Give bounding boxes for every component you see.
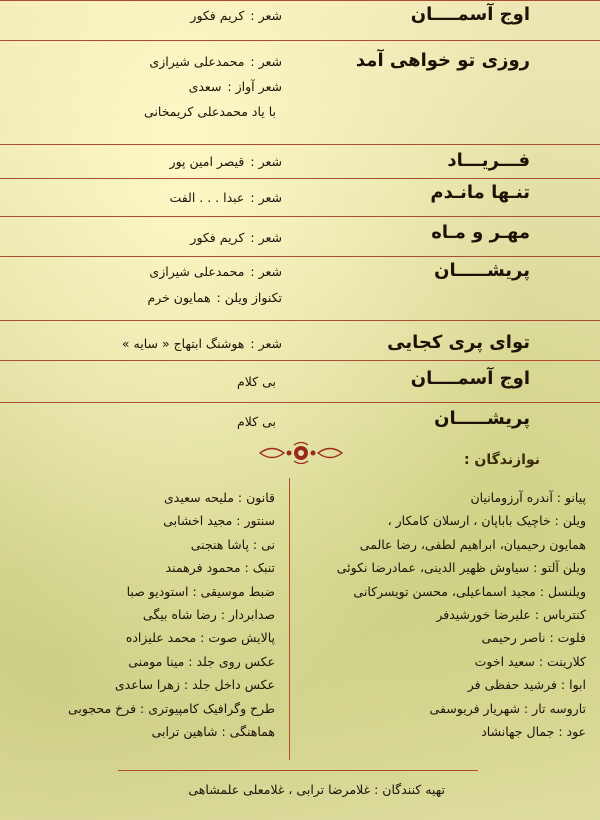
musician-entry: عکس روی جلد : مینا مومنی — [128, 653, 275, 669]
credit-value: محمدعلی شیرازی — [149, 264, 245, 279]
song-title: فـــريـــاد — [447, 150, 530, 171]
column-divider — [289, 478, 290, 760]
song-credit — [149, 54, 282, 69]
credit-value: با یاد محمدعلی کریمخانی — [144, 104, 276, 119]
credit-value: عبدا . . . الفت — [169, 190, 245, 205]
row-separator — [0, 216, 600, 217]
credit-value: هوشنگ ابتهاج « سایه » — [121, 336, 245, 351]
musicians-list-right — [337, 486, 586, 743]
song-title: توای پری کجایی — [387, 332, 530, 353]
producers-credit: تهیه کنندگان : غلامرضا ترابی ، غلامعلی علمشاهی — [188, 782, 445, 797]
musician-entry: هماهنگی : شاهین ترابی — [151, 723, 275, 739]
credit-value: کریم فکور — [190, 230, 245, 245]
row-separator — [0, 256, 600, 257]
musician-entry: سنتور : مجید اخشابی — [163, 513, 275, 529]
song-title: پریشـــــان — [434, 260, 530, 281]
musician-entry: تنبک : محمود فرهمند — [165, 560, 275, 576]
credit-label: شعر آواز : — [227, 79, 282, 94]
musicians-heading: نوازندگان : — [463, 452, 540, 468]
credit-value: قیصر امین پور — [169, 154, 245, 169]
musician-entry: همایون رحیمیان، ابراهیم لطفی، رضا عالمی — [359, 536, 586, 552]
musician-entry: طرح وگرافیک کامپیوتری : فرخ محجوبی — [67, 700, 275, 716]
credit-label: شعر : — [250, 154, 282, 169]
credit-value: بی کلام — [236, 414, 276, 429]
song-credit — [237, 414, 282, 429]
musician-entry: صدابردار : رضا شاه بیگی — [142, 606, 275, 622]
credit-label: شعر : — [250, 190, 282, 205]
musician-entry: فلوت : ناصر رحیمی — [481, 630, 586, 646]
musician-entry: ضبط موسیقی : استودیو صبا — [126, 583, 275, 599]
row-separator — [0, 402, 600, 403]
musicians-list-left — [68, 486, 275, 743]
row-separator — [0, 320, 600, 321]
musician-entry: عود : جمال جهانشاد — [481, 723, 586, 739]
credit-value: کریم فکور — [190, 8, 245, 23]
musician-entry: ابوا : فرشید حفظی فر — [467, 677, 586, 693]
song-title: اوج آسمــــان — [410, 368, 530, 389]
musician-entry: ویلن : خاچیک باباپان ، ارسلان کامکار ، — [387, 513, 586, 529]
credit-label: تکنواز ویلن : — [216, 290, 282, 305]
musician-entry: ویلنسل : مجید اسماعیلی، محسن تویسرکانی — [353, 583, 586, 599]
row-separator — [0, 40, 600, 41]
song-title: پریشـــــان — [434, 408, 530, 429]
musician-entry: ویلن آلتو : سیاوش ظهیر الدینی، عمادرضا نکوئی — [336, 560, 586, 576]
musician-entry: پیانو : آندره آرزومانیان — [470, 490, 586, 505]
song-title: اوج آسمــــان — [410, 4, 530, 25]
musician-entry: قانون : ملیحه سعیدی — [163, 490, 275, 505]
row-separator — [0, 0, 600, 1]
song-credit — [190, 230, 282, 245]
song-title: مهـر و مـاه — [431, 222, 530, 243]
song-credit — [144, 104, 282, 119]
musician-entry: عکس داخل جلد : زهرا ساعدی — [114, 677, 275, 693]
credit-label: شعر : — [250, 54, 282, 69]
song-credit — [237, 374, 282, 389]
song-title: روزی تو خواهی آمد — [355, 50, 530, 71]
song-credit — [147, 290, 282, 305]
credit-label: شعر : — [250, 336, 282, 351]
footer-rule — [118, 770, 478, 771]
musician-entry: کنترباس : علیرضا خورشیدفر — [436, 606, 586, 622]
musician-entry: نی : پاشا هنجنی — [190, 536, 275, 552]
credit-label: شعر : — [250, 8, 282, 23]
row-separator — [0, 178, 600, 179]
song-credit — [122, 336, 282, 351]
song-credit — [189, 79, 282, 94]
credit-value: همایون خرم — [147, 290, 211, 305]
song-credit — [170, 154, 282, 169]
credit-value: محمدعلی شیرازی — [149, 54, 245, 69]
credit-label: شعر : — [250, 230, 282, 245]
row-separator — [0, 144, 600, 145]
song-credit — [190, 8, 282, 23]
credit-label: شعر : — [250, 264, 282, 279]
song-title: تنـها مانـدم — [430, 182, 530, 203]
ornament-divider — [258, 440, 344, 466]
song-credit — [149, 264, 282, 279]
musician-entry: پالایش صوت : محمد علیزاده — [125, 630, 275, 646]
credit-value: سعدی — [188, 79, 222, 94]
credit-value: بی کلام — [236, 374, 276, 389]
musician-entry: کلارینت : سعید اخوت — [474, 653, 586, 669]
song-credit — [169, 190, 282, 205]
musician-entry: تاروسه تار : شهریار فریوسفی — [429, 700, 586, 716]
row-separator — [0, 360, 600, 361]
